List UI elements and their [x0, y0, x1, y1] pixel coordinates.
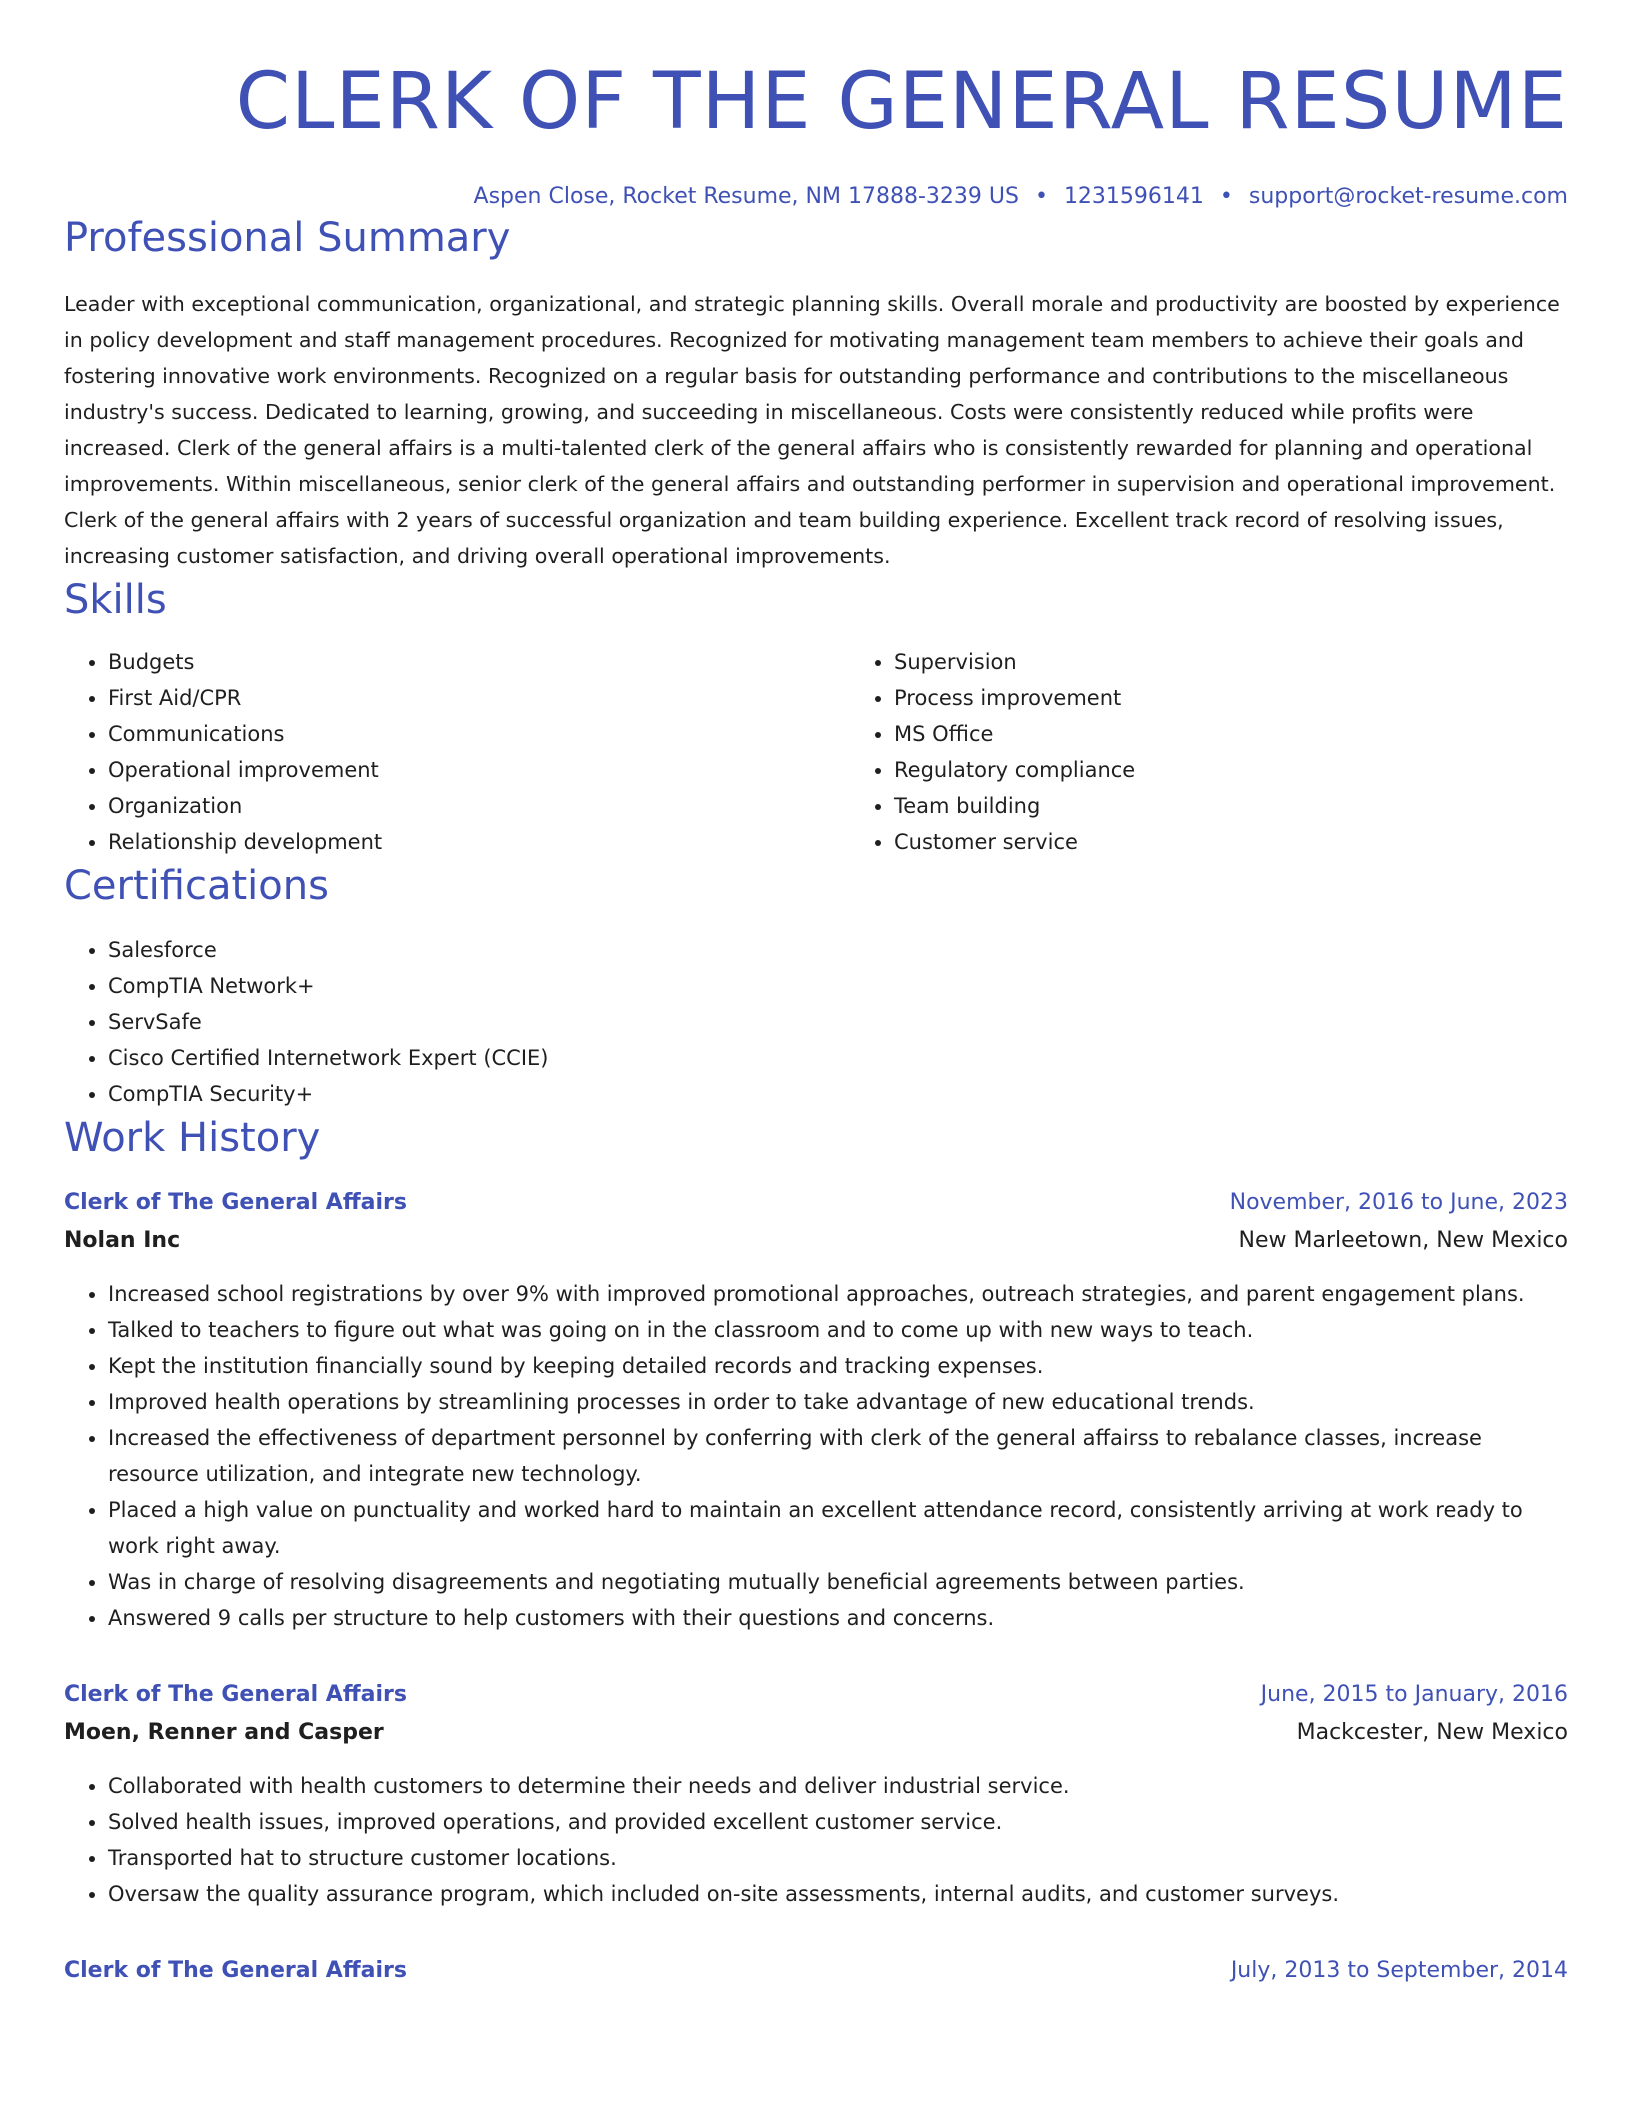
- certification-item: • Salesforce: [108, 932, 1568, 968]
- skill-item: • First Aid/CPR: [108, 680, 850, 716]
- certifications-list: [64, 932, 1568, 1112]
- contact-email: support@rocket-resume.com: [1248, 184, 1568, 209]
- certification-item: • CompTIA Security+: [108, 1076, 1568, 1112]
- contact-phone: 1231596141: [1063, 184, 1204, 209]
- job-bullet: • Increased the effectiveness of department personnel by conferring with clerk of the general affairss to rebalance classes, increase resource utilization, and integrate new technology.: [108, 1420, 1568, 1492]
- resume-title: CLERK OF THE GENERAL RESUME: [235, 57, 1568, 147]
- skill-item: • MS Office: [894, 716, 1632, 752]
- skills-heading: Skills: [64, 577, 167, 623]
- job-header-row: [64, 1184, 1568, 1222]
- resume-page: [64, 0, 1568, 1990]
- job-company-row: [64, 1714, 1568, 1752]
- job-bullet: • Transported hat to structure customer locations.: [108, 1840, 1568, 1876]
- skill-item: • Regulatory compliance: [894, 752, 1632, 788]
- job-bullet: • Increased school registrations by over 9% with improved promotional approaches, outreach strategies, and parent engagement plans.: [108, 1276, 1568, 1312]
- skills-list-left: [64, 644, 850, 860]
- contact-separator: •: [1219, 184, 1233, 209]
- job-entry: [64, 1676, 1568, 1912]
- job-entry: [64, 1184, 1568, 1636]
- skill-item: • Supervision: [894, 644, 1632, 680]
- job-title: Clerk of The General Affairs: [64, 1682, 407, 1707]
- job-entry: [64, 1952, 1568, 1990]
- job-header-row: [64, 1952, 1568, 1990]
- job-bullet: • Placed a high value on punctuality and worked hard to maintain an excellent attendance record, consistently arriving at work ready to work right away.: [108, 1492, 1568, 1564]
- job-bullet: • Collaborated with health customers to determine their needs and deliver industrial service.: [108, 1768, 1568, 1804]
- job-location: Mackcester, New Mexico: [1296, 1720, 1568, 1745]
- job-dates: June, 2015 to January, 2016: [1260, 1682, 1568, 1707]
- job-bullet: • Talked to teachers to figure out what was going on in the classroom and to come up with new ways to teach.: [108, 1312, 1568, 1348]
- skill-item: • Operational improvement: [108, 752, 850, 788]
- job-bullets: [64, 1768, 1568, 1912]
- job-company: Moen, Renner and Casper: [64, 1720, 384, 1745]
- job-title: Clerk of The General Affairs: [64, 1958, 407, 1983]
- job-location: New Marleetown, New Mexico: [1238, 1228, 1568, 1253]
- certifications-heading: Certifications: [64, 863, 329, 909]
- skill-item: • Team building: [894, 788, 1632, 824]
- summary-text: Leader with exceptional communication, organizational, and strategic planning skills. Overall morale and productivity are boosted by experience in policy development and staff management procedures. Recognized for motivating management team members to achieve their goals and fostering innovative work environments. Recognized on a regular basis for outstanding performance and contributions to the miscellaneous industry's success. Dedicated to learning, growing, and succeeding in miscellaneous. Costs were consistently reduced while profits were increased. Clerk of the general affairs is a multi-talented clerk of the general affairs who is consistently rewarded for planning and operational improvements. Within miscellaneous, senior clerk of the general affairs and outstanding performer in supervision and operational improvement. Clerk of the general affairs with 2 years of successful organization and team building experience. Excellent track record of resolving issues, increasing customer satisfaction, and driving overall operational improvements.: [64, 292, 1560, 568]
- contact-line: [64, 182, 1568, 212]
- job-bullet: • Answered 9 calls per structure to help customers with their questions and concerns.: [108, 1600, 1568, 1636]
- certification-item: • Cisco Certified Internetwork Expert (CCIE): [108, 1040, 1568, 1076]
- certification-item: • CompTIA Network+: [108, 968, 1568, 1004]
- skills-columns: [64, 644, 1568, 860]
- skill-item: • Process improvement: [894, 680, 1632, 716]
- skill-item: • Relationship development: [108, 824, 850, 860]
- work-history-heading: Work History: [64, 1115, 321, 1161]
- job-bullet: • Was in charge of resolving disagreements and negotiating mutually beneficial agreements between parties.: [108, 1564, 1568, 1600]
- skill-item: • Communications: [108, 716, 850, 752]
- job-bullets: [64, 1276, 1568, 1636]
- job-bullet: • Improved health operations by streamlining processes in order to take advantage of new educational trends.: [108, 1384, 1568, 1420]
- job-header-row: [64, 1676, 1568, 1714]
- job-bullet: • Solved health issues, improved operations, and provided excellent customer service.: [108, 1804, 1568, 1840]
- contact-address: Aspen Close, Rocket Resume, NM 17888-3239 US: [473, 184, 1019, 209]
- job-company: Nolan Inc: [64, 1228, 181, 1253]
- skill-item: • Budgets: [108, 644, 850, 680]
- job-dates: November, 2016 to June, 2023: [1229, 1190, 1568, 1215]
- job-title: Clerk of The General Affairs: [64, 1190, 407, 1215]
- skill-item: • Customer service: [894, 824, 1632, 860]
- job-dates: July, 2013 to September, 2014: [1230, 1958, 1568, 1983]
- skills-list-right: [850, 644, 1632, 860]
- job-bullet: • Oversaw the quality assurance program, which included on-site assessments, internal audits, and customer surveys.: [108, 1876, 1568, 1912]
- skill-item: • Organization: [108, 788, 850, 824]
- summary-heading: Professional Summary: [64, 215, 511, 261]
- contact-separator: •: [1034, 184, 1048, 209]
- job-company-row: [64, 1222, 1568, 1260]
- job-bullet: • Kept the institution financially sound by keeping detailed records and tracking expenses.: [108, 1348, 1568, 1384]
- certification-item: • ServSafe: [108, 1004, 1568, 1040]
